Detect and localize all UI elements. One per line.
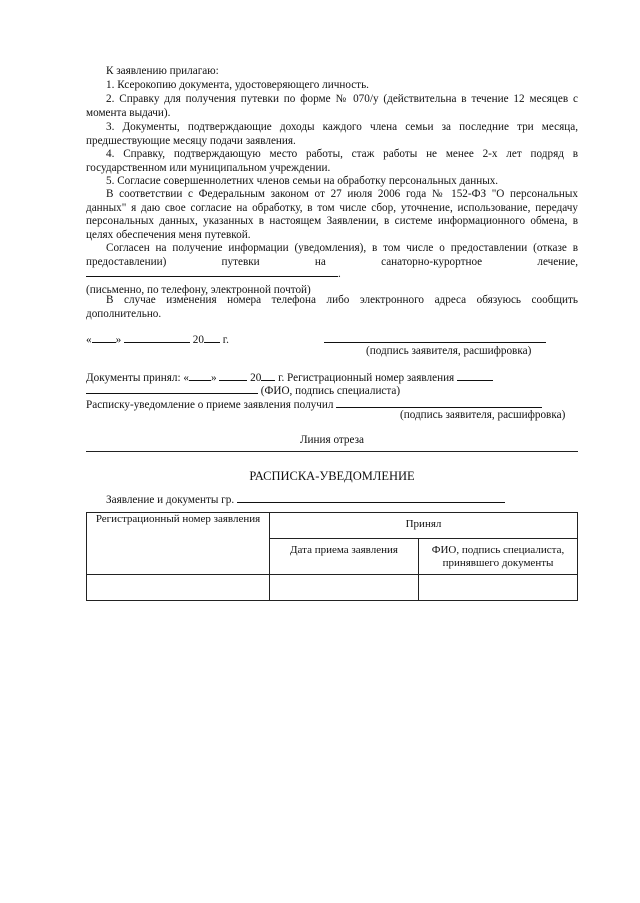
specialist-cell[interactable] — [419, 575, 578, 601]
date-year-prefix: 20 — [192, 334, 204, 346]
accepted-day-field[interactable] — [189, 370, 211, 381]
attachment-item: 1. Ксерокопию документа, удостоверяющего личность. — [106, 79, 369, 91]
applicant-label: Заявление и документы гр. — [106, 494, 235, 506]
accepted-header: Принял — [270, 513, 578, 539]
specialist-caption: (ФИО, подпись специалиста) — [260, 385, 401, 397]
date-year-suffix: г. — [222, 334, 229, 346]
date-open-quote: « — [86, 334, 92, 346]
attachment-item: 5. Согласие совершеннолетних членов семьи на обработку персональных данных. — [106, 175, 499, 187]
receipt-table — [86, 512, 578, 601]
accepted-month-field[interactable] — [219, 370, 247, 381]
accepted-year-prefix: 20 — [250, 372, 262, 384]
receipt-title: РАСПИСКА-УВЕДОМЛЕНИЕ — [249, 469, 415, 483]
applicant-name-field[interactable] — [237, 492, 505, 503]
notification-consent-line1: Согласен на получение информации (уведомления), в том числе о предоставлении (отказе в — [106, 242, 578, 254]
attachments-heading: К заявлению прилагаю: — [106, 65, 219, 77]
accepted-year-field[interactable] — [261, 370, 275, 381]
applicant-row — [86, 492, 578, 508]
date-year-field[interactable] — [204, 332, 220, 343]
date-cell[interactable] — [270, 575, 419, 601]
notification-method-row: . — [86, 266, 578, 282]
registration-number-field[interactable] — [457, 370, 493, 381]
notification-method-field[interactable] — [86, 266, 338, 277]
date-day-field[interactable] — [92, 332, 116, 343]
reg-number-header: Регистрационный номер заявления — [87, 513, 270, 575]
change-notice: В случае изменения номера телефона либо электронного адреса обязуюсь сообщить дополнительно. — [86, 294, 578, 320]
accepted-close-quote: » — [210, 372, 217, 384]
receipt-received-signature-field[interactable] — [336, 397, 542, 408]
reg-number-cell[interactable] — [87, 575, 270, 601]
date-header: Дата приема заявления — [270, 539, 419, 575]
attachment-item: 2. Справку для получения путевки по форме № 070/у (действительна в течение 12 месяцев с момента выдачи). — [86, 93, 578, 119]
receipt-received-label: Расписку-уведомление о приеме заявления получил — [86, 399, 334, 411]
cut-line — [86, 451, 578, 452]
accepted-label: Документы принял: « — [86, 372, 189, 384]
attachment-item: 4. Справку, подтверждающую место работы, стаж работы не менее 2-х лет подряд в государственном или муниципальном учреждении. — [86, 148, 578, 174]
applicant-signature-caption: (подпись заявителя, расшифровка) — [366, 345, 532, 357]
notification-consent-line2: предоставлении) путевки на санаторно-курортное лечение, — [86, 256, 578, 268]
attachment-item: 3. Документы, подтверждающие доходы каждого члена семьи за последние три месяца, предшествующие месяцу подачи заявления. — [86, 121, 578, 147]
cut-line-label: Линия отреза — [299, 434, 365, 446]
personal-data-consent: В соответствии с Федеральным законом от 27 июля 2006 года № 152-ФЗ "О персональных данных" я даю свое согласие на обработку, в том числе сбор, уточнение, использование, передачу персональных данных, указанных в настоящем Заявлении, в системе информационного обмена, в целях обеспечения меня путевкой. — [86, 188, 578, 241]
notification-method-caption: (письменно, по телефону, электронной почтой) — [86, 284, 311, 296]
specialist-field[interactable] — [86, 383, 258, 394]
receipt-received-caption: (подпись заявителя, расшифровка) — [400, 409, 566, 421]
date-close-quote: » — [115, 334, 122, 346]
date-month-field[interactable] — [124, 332, 190, 343]
applicant-signature-field[interactable] — [324, 332, 546, 343]
registration-number-label: г. Регистрационный номер заявления — [278, 372, 455, 384]
specialist-header: ФИО, подпись специалиста, принявшего документы — [419, 539, 578, 575]
